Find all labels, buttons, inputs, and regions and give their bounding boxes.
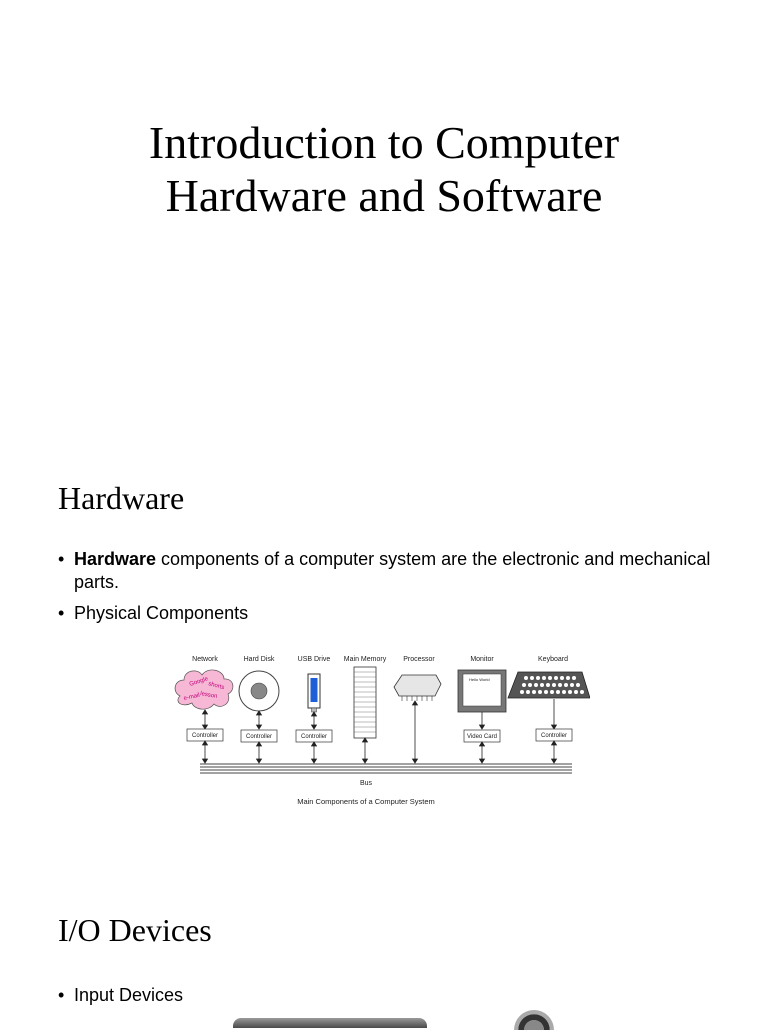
bullet-bold-term: Hardware	[74, 549, 157, 569]
controller-network-label: Controller	[191, 733, 219, 739]
monitor-screen-text: Hello World	[469, 677, 490, 682]
network-cloud-icon	[175, 670, 233, 709]
diagram-caption: Main Components of a Computer System	[297, 797, 435, 806]
label-network: Network	[192, 656, 218, 663]
controller-disk-label: Controller	[245, 734, 273, 740]
io-devices-slide	[0, 860, 768, 1024]
keyboard-icon	[508, 672, 590, 698]
usb-drive-icon	[308, 674, 320, 712]
title-slide	[0, 0, 768, 440]
controller-keyboard-label: Controller	[540, 733, 568, 739]
bullet-physical-components: • Physical Components	[58, 602, 718, 625]
cloud-word-2: shorts	[207, 681, 225, 692]
controller-usb-label: Controller	[300, 734, 328, 740]
label-monitor: Monitor	[470, 656, 494, 663]
io-heading: I/O Devices	[58, 912, 212, 948]
cloud-word-4: e-mail	[183, 692, 201, 702]
computer-system-diagram	[170, 648, 590, 818]
hardware-bullets	[58, 548, 718, 633]
label-usb-drive: USB Drive	[297, 656, 331, 663]
hardware-heading: Hardware	[58, 480, 185, 516]
io-bullets	[58, 984, 718, 1015]
bullet-hardware-definition	[58, 548, 718, 594]
title-line-1: Introduction to Computer	[148, 117, 620, 168]
slide-title	[60, 116, 708, 222]
system-bus	[200, 764, 572, 773]
bus-label: Bus	[359, 780, 373, 787]
cloud-word-1: Google	[188, 676, 210, 688]
bullet-input-devices: • Input Devices	[58, 984, 718, 1007]
keyboard-photo-edge	[233, 1018, 427, 1028]
main-memory-icon	[354, 667, 376, 738]
controllers	[187, 729, 572, 742]
title-line-2: Hardware and Software	[165, 170, 603, 221]
bullet-definition-text: components of a computer system are the electronic and mechanical parts.	[74, 549, 711, 592]
hardware-slide	[0, 440, 768, 860]
hard-disk-icon	[239, 671, 279, 711]
cloud-word-3: lesson	[199, 691, 218, 700]
monitor-icon	[458, 670, 506, 712]
video-card-label: Video Card	[467, 734, 497, 740]
processor-icon	[394, 675, 441, 701]
label-main-memory: Main Memory	[343, 656, 387, 663]
label-processor: Processor	[403, 656, 435, 663]
label-hard-disk: Hard Disk	[243, 656, 275, 663]
label-keyboard: Keyboard	[538, 656, 568, 663]
